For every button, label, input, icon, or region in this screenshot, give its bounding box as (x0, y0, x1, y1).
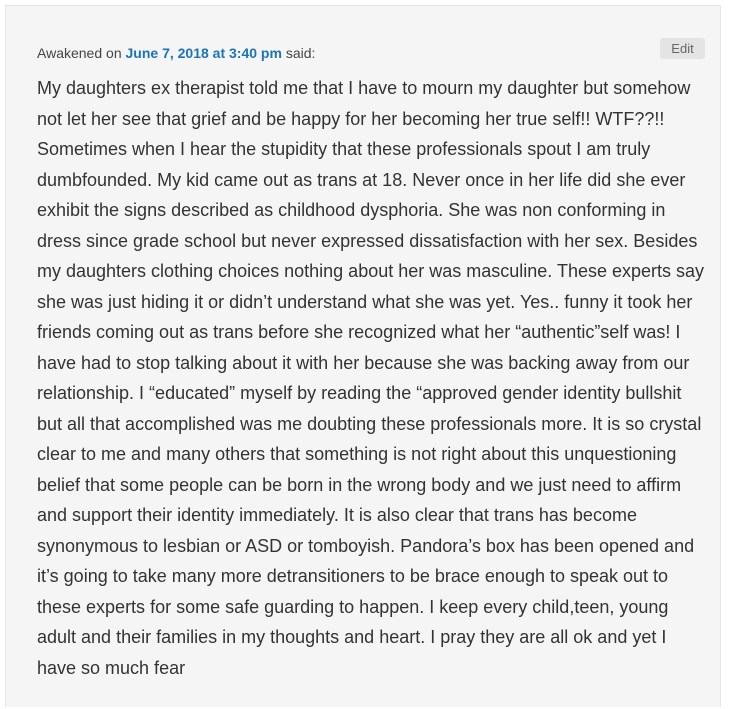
comment-body: My daughters ex therapist told me that I have to mourn my daughter but somehow not let her see that grief and be happy for her becoming her true self!! WTF??!! Sometimes when I hear the stupidity that these professionals spout I am truly dumbfounded. My kid came out as trans at 18. Never once in her life did she ever exhibit the signs described as childhood dysphoria. She was non conforming in dress since grade school but never expressed dissatisfaction with her sex. Besides my daughters clothing choices nothing about her was masculine. These experts say she was just hiding it or didn’t understand what she was yet. Yes.. funny it took her friends coming out as trans before she recognized what her “authentic”self was! I have had to stop talking about it with her because she was backing away from our relationship. I “educated” myself by reading the “approved gender identity bullshit but all that accomplished was me doubting these professionals more. It is so crystal clear to me and many others that something is not right about this unquestioning belief that some people can be born in the wrong body and we just need to affirm and support their identity immediately. It is also clear that trans has become synonymous to lesbian or ASD or tomboyish. Pandora’s box has been opened and it’s going to take many more detransitioners to be brace enough to speak out to these experts for some safe guarding to happen. I keep every child,teen, young adult and their families in my thoughts and heart. I pray they are all ok and yet I have so much fear (37, 78, 705, 678)
comment-card (5, 5, 721, 707)
comment-date-link[interactable]: June 7, 2018 at 3:40 pm (125, 45, 282, 61)
comment-meta (37, 45, 315, 61)
comment-on-word: on (106, 45, 122, 61)
comment-said-word: said: (285, 45, 316, 61)
edit-button[interactable]: Edit (660, 38, 705, 59)
comment-author: Awakened (37, 45, 103, 61)
